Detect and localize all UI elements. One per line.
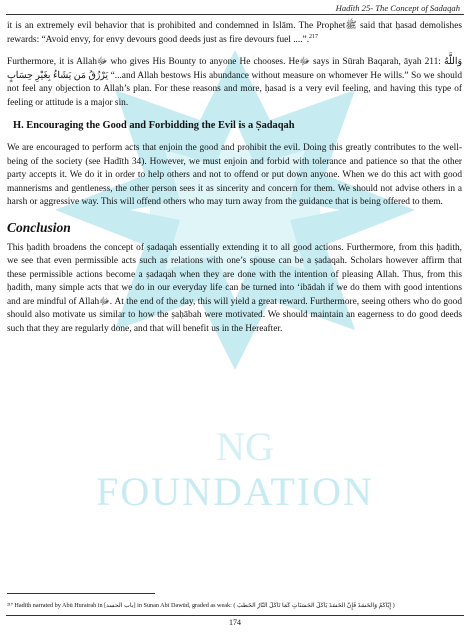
header-divider [6,14,464,15]
conclusion-heading: Conclusion [7,219,71,235]
paragraph-enjoin-good: We are encouraged to perform acts that enjoin the good and prohibit the evil. Doing this greatly contributes to the well-being of the society (see Hadīth 34). However, we must enjoin and forbid with tolerance and patience so that the other party accepts it. We do it in order to help others and not to offend or put down anyone. When we do this act with good mannerisms and gentleness, the other person sees it as sincerity and concern for them. We should not advise others in a harsh or aggressive way. This will offend others who may turn away from the guidance that is being offered to them. [7,143,462,207]
footnote-ref[interactable]: 217 [309,33,319,40]
paragraph-conclusion: This ḥadith broadens the concept of ṣadaqah essentially extending it to all good actions. Furthermore, from this ḥadith, we see that even permissible acts such as relations with one’s spouse can be a ṣadaqah. Scholars however affirm that these permissible actions become a ṣadaqah when they are done with the intention of pleasing Allah. Thus, from this ḥadith, many simple acts that we do in our everyday life can be turned into ‘ibādah if we do them with good intentions and are mindful of Allahﷻ. At the end of the day, this will yield a great reward. Furthermore, seeing others who do good should also motivate us similar to how the ṣaḥābah were motivated. We should maintain an eagerness to do good deeds such that they are regularly done, and that will benefit us in the Hereafter. [7,242,463,334]
footnote-divider [7,593,155,594]
watermark-text: FOUNDATION [96,469,374,514]
page-number: 174 [229,618,241,627]
footnote: ²¹⁷ Hadīth narrated by Abū Hurairah in [باب الحسد] in Sunan Abī Dawūd, graded as weak: ( إِيَّاكُمْ وَالْحَسَدَ فَإِنَّ الْحَسَدَ يَأْكُلُ الْحَسَنَاتِ كَمَا تَأْكُلُ النَّارُ الْحَطَبَ ) [7,602,395,609]
running-header: Hadīth 25- The Concept of Sadaqah [335,3,460,13]
paragraph-envy: it is an extremely evil behavior that is prohibited and condemned in Islām. The Prophetﷺ said that ḥasad demolishes rewards: “Avoid envy, for envy devours good deeds just as fire devours fuel ....”.$^{217}$ [7,21,462,45]
paragraph-bounty: Furthermore, it is Allahﷻ who gives His Bounty to anyone He chooses. Heﷻ says in Sūrah Baqarah, āyah 211: وَاللَّهُ يَرْزُقُ مَن يَشَاءُ بِغَيْرِ حِسَابٍ “...and Allah bestows His abundance without measure on whomever He wills.” So we should not feel any objection to Allah’s plan. For these reasons and more, ḥasad is a very evil feeling, and having this type of feeling or attitude is a major sin. [7,57,463,108]
main-content [7,20,462,345]
watermark-partial-text: NG [216,424,274,469]
section-heading-enjoin-good: H. Encouraging the Good and Forbidding the Evil is a Ṣadaqah [13,120,295,131]
footer-divider [6,615,464,616]
